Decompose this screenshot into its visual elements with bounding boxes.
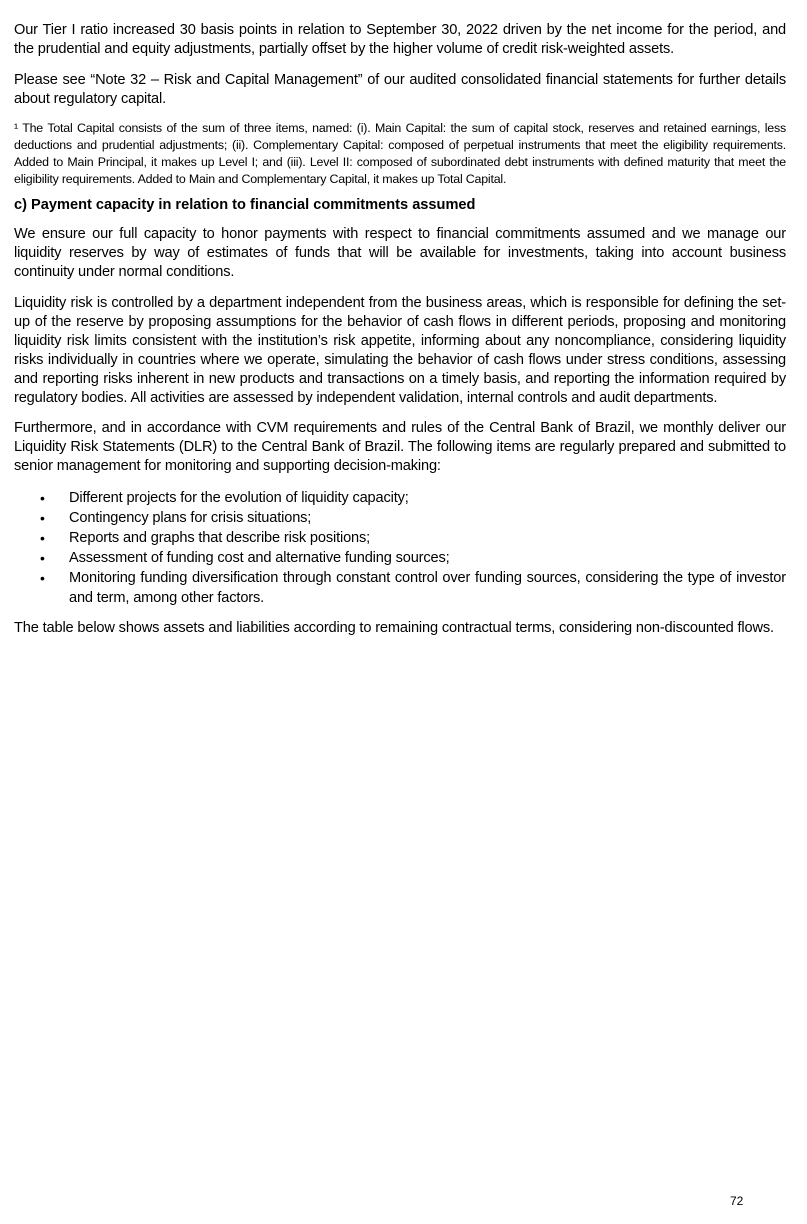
bullet-icon: •	[40, 570, 45, 586]
list-item	[14, 488, 786, 508]
bullet-icon: •	[40, 550, 45, 566]
liquidity-risk-paragraph: Liquidity risk is controlled by a department independent from the business areas, which is responsible for defining the set-up of the reserve by proposing assumptions for the behavior of cash flows in different periods, proposing and monitoring liquidity risk limits consistent with the institution’s risk appetite, informing about any noncompliance, considering liquidity risks individually in countries where we operate, simulating the behavior of cash flows under stress conditions, assessing and reporting risks inherent in new products and transactions on a timely basis, and reporting the information required by regulatory bodies. All activities are assessed by independent validation, internal controls and audit departments.	[14, 295, 786, 406]
full-capacity-paragraph: We ensure our full capacity to honor payments with respect to financial commitments assumed and we manage our liquidity reserves by way of estimates of funds that will be available for investments, taking into account business continuity under normal conditions.	[14, 226, 786, 280]
list-item-text: Monitoring funding diversification through constant control over funding sources, considering the type of investor and term, among other factors.	[69, 570, 786, 606]
list-item-text: Different projects for the evolution of liquidity capacity;	[69, 490, 409, 506]
document-page	[14, 21, 786, 638]
section-heading: c) Payment capacity in relation to financial commitments assumed	[14, 197, 476, 213]
list-item	[14, 548, 786, 568]
bullet-icon: •	[40, 530, 45, 546]
list-item-text: Contingency plans for crisis situations;	[69, 510, 312, 526]
tier1-ratio-paragraph: Our Tier I ratio increased 30 basis points in relation to September 30, 2022 driven by the net income for the period, and the prudential and equity adjustments, partially offset by the higher volume of credit risk-weighted assets.	[14, 22, 786, 57]
furthermore-paragraph: Furthermore, and in accordance with CVM requirements and rules of the Central Bank of Brazil, we monthly deliver our Liquidity Risk Statements (DLR) to the Central Bank of Brazil. The following items are regularly prepared and submitted to senior management for monitoring and supporting decision-making:	[14, 420, 786, 474]
bullet-icon: •	[40, 490, 45, 506]
table-intro-paragraph: The table below shows assets and liabilities according to remaining contractual terms, considering non-discounted flows.	[14, 620, 774, 636]
list-item	[14, 568, 786, 608]
note-reference-paragraph: Please see “Note 32 – Risk and Capital Management” of our audited consolidated financial statements for further details about regulatory capital.	[14, 72, 786, 107]
page-number: 72	[730, 1194, 744, 1208]
list-item	[14, 528, 786, 548]
bullet-icon: •	[40, 510, 45, 526]
list-item	[14, 508, 786, 528]
bullet-list	[14, 488, 786, 608]
list-item-text: Assessment of funding cost and alternative funding sources;	[69, 550, 450, 566]
list-item-text: Reports and graphs that describe risk positions;	[69, 530, 371, 546]
total-capital-footnote: ¹ The Total Capital consists of the sum of three items, named: (i). Main Capital: the sum of capital stock, reserves and retained earnings, less deductions and prudential adjustments; (ii). Complementary Capital: composed of perpetual instruments that meet the eligibility requirements. Added to Main Principal, it makes up Level I; and (iii). Level II: composed of subordinated debt instruments with defined maturity that meet the eligibility requirements. Added to Main and Complementary Capital, it makes up Total Capital.	[14, 121, 786, 186]
